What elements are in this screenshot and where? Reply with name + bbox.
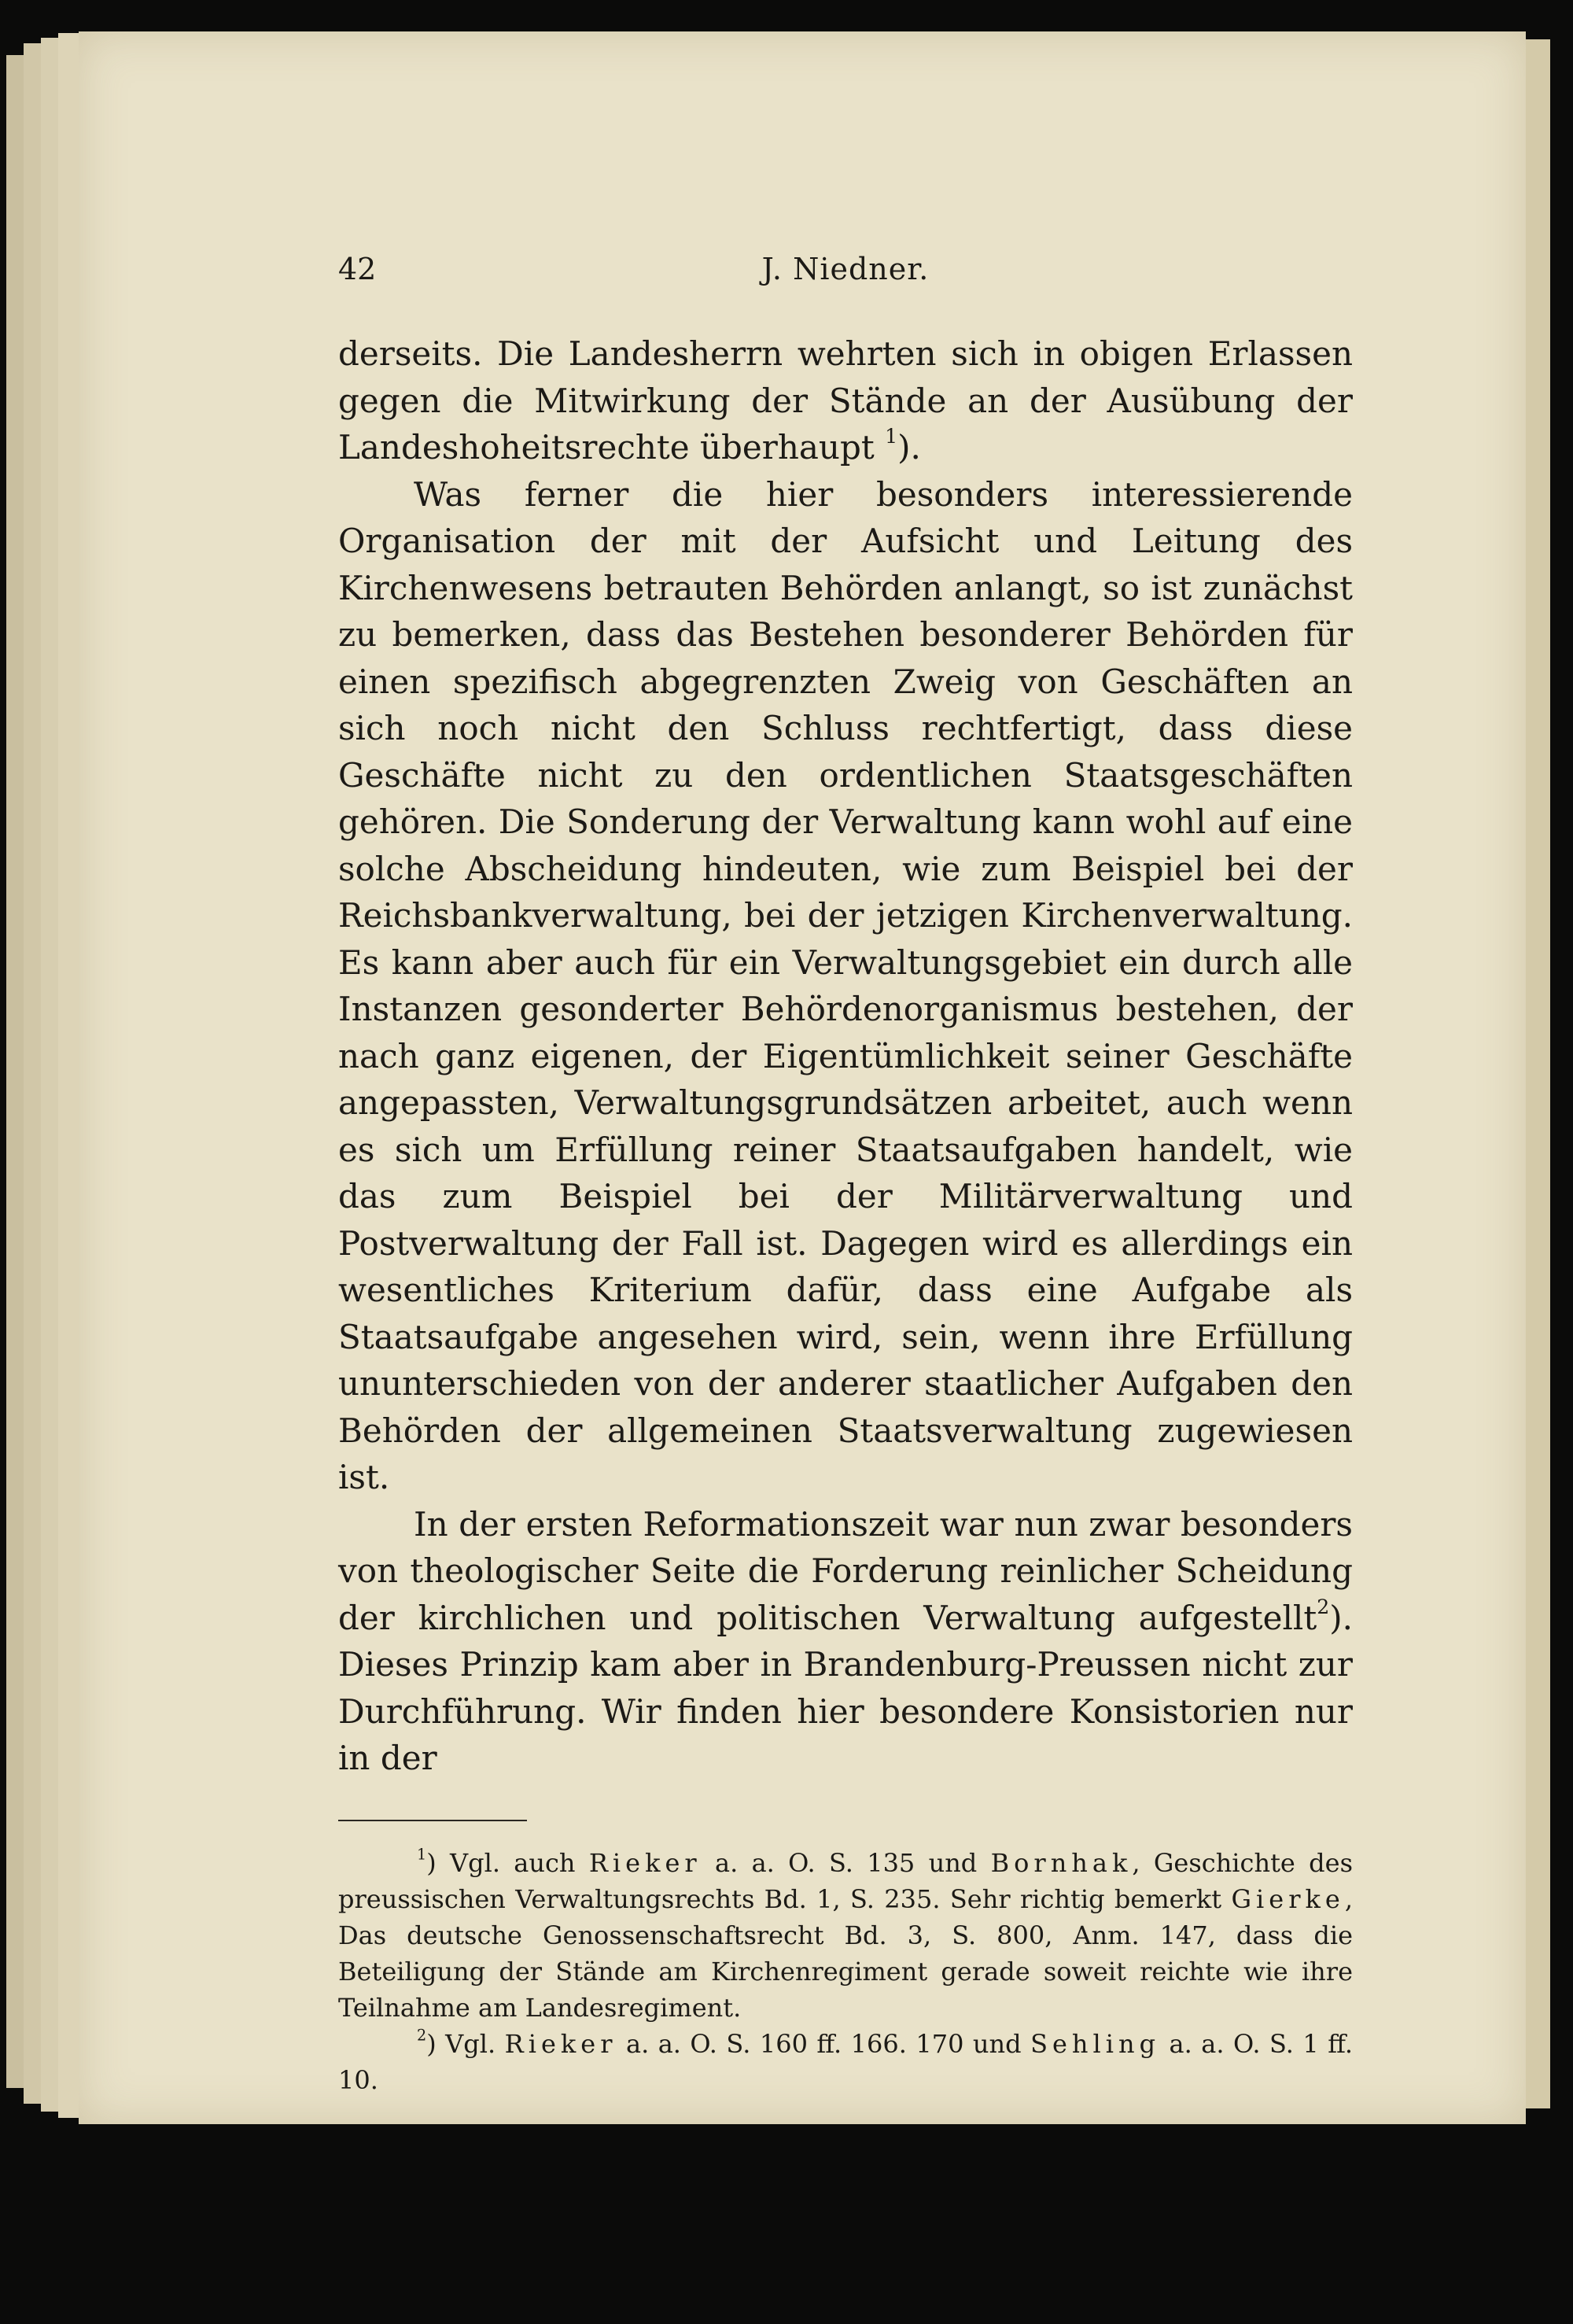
text-run: ). — [897, 428, 921, 467]
page-number: 42 — [338, 252, 377, 286]
footnote-separator — [338, 1820, 527, 1821]
cited-author: Sehling — [1030, 2028, 1161, 2059]
footnotes — [338, 1845, 1353, 2098]
cited-author: Bornhak — [990, 1847, 1133, 1878]
running-head-author: J. Niedner. — [761, 252, 930, 286]
body-paragraph — [338, 330, 1353, 471]
footnote-marker: 1 — [417, 1845, 427, 1864]
body-paragraph — [338, 1501, 1353, 1782]
footnote-marker: 2 — [417, 2026, 427, 2045]
text-run: derseits. Die Landesherrn wehrten sich in obigen Erlassen gegen die Mitwirkung der Stände an der Ausübung der Landeshoheitsrechte überhaupt — [338, 334, 1353, 467]
footnote-marker: 1 — [885, 424, 898, 448]
footnote — [338, 2026, 1353, 2098]
text-run: , Geschichte des preussischen Verwaltungsrechts Bd. 1, S. 235. Sehr richtig bemerkt — [338, 1847, 1354, 1914]
body-text — [338, 330, 1353, 1782]
text-block — [338, 252, 1353, 2098]
text-run: ) Vgl. auch — [426, 1847, 589, 1878]
text-run: Was ferner die hier besonders interessierende Organisation der mit der Aufsicht und Leitung des Kirchenwesens betrauten Behörden anlangt, so ist zunächst zu bemerken, dass das Bestehen besonderer Behörden für einen spezifisch abgegrenzten Zweig von Geschäften an sich noch nicht den Schluss rechtfertigt, dass diese Geschäfte nicht zu den ordentlichen Staatsgeschäften gehören. Die Sonderung der Verwaltung kann wohl auf eine solche Abscheidung hindeuten, wie zum Beispiel bei der Reichsbankverwaltung, bei der jetzigen Kirchenverwaltung. Es kann aber auch für ein Verwaltungsgebiet ein durch alle Instanzen gesonderter Behördenorganismus bestehen, der nach ganz eigenen, der Eigentümlichkeit seiner Geschäfte angepassten, Verwaltungsgrundsätzen arbeitet, auch wenn es sich um Erfüllung reiner Staatsaufgaben handelt, wie das zum Beispiel bei der Militärverwaltung und Postverwaltung der Fall ist. Dagegen wird es allerdings ein wesentliches Kriterium dafür, dass eine Aufgabe als Staatsaufgabe angesehen wird, sein, wenn ihre Erfüllung ununterschieden von der anderer staatlicher Aufgaben den Behörden der allgemeinen Staatsverwaltung zugewiesen ist. — [338, 474, 1353, 1496]
body-paragraph — [338, 471, 1353, 1501]
text-run: , Das deutsche Genossenschaftsrecht Bd. 3, S. 800, Anm. 147, dass die Beteiligung der Stände am Kirchenregiment gerade soweit reichte wie ihre Teilnahme am Landesregiment. — [338, 1883, 1353, 2023]
text-run: a. a. O. S. 160 ff. 166. 170 und — [617, 2028, 1031, 2059]
cited-author: Gierke — [1231, 1883, 1345, 1914]
cited-author: Rieker — [504, 2028, 617, 2059]
text-run: ) Vgl. — [426, 2028, 505, 2059]
cited-author: Rieker — [588, 1847, 702, 1878]
footnote-marker: 2 — [1317, 1595, 1330, 1618]
text-run: ). Dieses Prinzip kam aber in Brandenburg-Preussen nicht zur Durchführung. Wir finden hier besondere Konsistorien nur in der — [338, 1598, 1353, 1777]
running-head — [338, 252, 1353, 299]
text-run: In der ersten Reformationszeit war nun zwar besonders von theologischer Seite die Forderung reinlicher Scheidung der kirchlichen und politischen Verwaltung aufgestellt — [338, 1504, 1353, 1637]
text-run: a. a. O. S. 135 und — [701, 1847, 991, 1878]
footnote — [338, 1845, 1353, 2026]
text-run: a. a. O. S. 1 ff. 10. — [338, 2028, 1354, 2095]
